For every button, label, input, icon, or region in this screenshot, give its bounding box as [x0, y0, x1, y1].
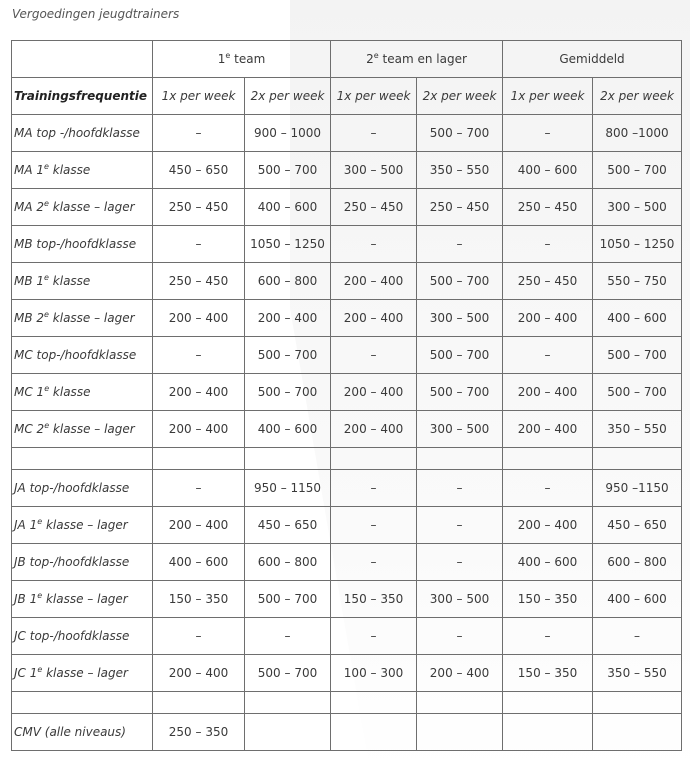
value-cell: 200 – 400	[503, 300, 593, 337]
empty-cell	[12, 692, 153, 714]
empty-cell	[12, 448, 153, 470]
value-cell: 150 – 350	[503, 655, 593, 692]
value-cell: 250 – 450	[503, 189, 593, 226]
value-cell: 300 – 500	[417, 411, 503, 448]
freq-header: 2x per week	[417, 78, 503, 115]
value-cell: –	[417, 226, 503, 263]
table-row	[12, 411, 682, 448]
value-cell: 150 – 350	[153, 581, 245, 618]
empty-cell	[331, 692, 417, 714]
value-cell: 900 – 1000	[245, 115, 331, 152]
group-header-second-team: 2e team en lager	[331, 41, 503, 78]
value-cell: 800 –1000	[593, 115, 682, 152]
value-cell: –	[331, 115, 417, 152]
value-cell: 550 – 750	[593, 263, 682, 300]
value-cell: 250 – 450	[153, 263, 245, 300]
value-cell	[593, 714, 682, 751]
value-cell: 350 – 550	[417, 152, 503, 189]
value-cell: 600 – 800	[245, 544, 331, 581]
value-cell: 200 – 400	[153, 655, 245, 692]
value-cell: 950 –1150	[593, 470, 682, 507]
value-cell: –	[503, 115, 593, 152]
value-cell: 400 – 600	[245, 411, 331, 448]
value-cell: 200 – 400	[153, 374, 245, 411]
value-cell: –	[593, 618, 682, 655]
value-cell	[331, 714, 417, 751]
value-cell: 400 – 600	[503, 544, 593, 581]
empty-cell	[417, 448, 503, 470]
value-cell: –	[417, 544, 503, 581]
value-cell: –	[153, 618, 245, 655]
table-caption: Vergoedingen jeugdtrainers	[12, 7, 180, 21]
row-label: JB top-/hoofdklasse	[12, 544, 153, 581]
value-cell: 350 – 550	[593, 655, 682, 692]
frequency-label: Trainingsfrequentie	[12, 78, 153, 115]
value-cell: 250 – 450	[331, 189, 417, 226]
freq-header: 1x per week	[153, 78, 245, 115]
table-row	[12, 337, 682, 374]
value-cell: 300 – 500	[417, 581, 503, 618]
value-cell: 200 – 400	[245, 300, 331, 337]
value-cell: –	[417, 470, 503, 507]
row-label: MA 2e klasse – lager	[12, 189, 153, 226]
value-cell: 500 – 700	[245, 152, 331, 189]
empty-cell	[593, 448, 682, 470]
empty-cell	[331, 448, 417, 470]
empty-cell	[245, 692, 331, 714]
row-label: JB 1e klasse – lager	[12, 581, 153, 618]
value-cell: 500 – 700	[417, 115, 503, 152]
value-cell: 200 – 400	[153, 411, 245, 448]
row-label: JA 1e klasse – lager	[12, 507, 153, 544]
value-cell	[417, 714, 503, 751]
table-row	[12, 618, 682, 655]
value-cell: 500 – 700	[245, 655, 331, 692]
value-cell: 400 – 600	[153, 544, 245, 581]
table-row	[12, 655, 682, 692]
spacer-row	[12, 692, 682, 714]
spacer-row	[12, 448, 682, 470]
value-cell: 300 – 500	[417, 300, 503, 337]
value-cell: 500 – 700	[417, 374, 503, 411]
value-cell: 150 – 350	[503, 581, 593, 618]
value-cell: –	[153, 115, 245, 152]
value-cell: 1050 – 1250	[593, 226, 682, 263]
value-cell: –	[331, 337, 417, 374]
row-label: JC 1e klasse – lager	[12, 655, 153, 692]
table-row	[12, 470, 682, 507]
row-label: JA top-/hoofdklasse	[12, 470, 153, 507]
value-cell: 350 – 550	[593, 411, 682, 448]
value-cell: –	[245, 618, 331, 655]
value-cell: –	[331, 226, 417, 263]
value-cell: 200 – 400	[153, 300, 245, 337]
table-row	[12, 263, 682, 300]
value-cell: 150 – 350	[331, 581, 417, 618]
freq-header: 2x per week	[245, 78, 331, 115]
value-cell: 200 – 400	[503, 411, 593, 448]
table-row	[12, 189, 682, 226]
value-cell: –	[503, 618, 593, 655]
value-cell: –	[417, 618, 503, 655]
value-cell: –	[153, 226, 245, 263]
value-cell: 500 – 700	[245, 581, 331, 618]
value-cell: 200 – 400	[417, 655, 503, 692]
freq-header: 1x per week	[331, 78, 417, 115]
value-cell: 400 – 600	[503, 152, 593, 189]
table-row	[12, 300, 682, 337]
freq-header: 2x per week	[593, 78, 682, 115]
value-cell: 200 – 400	[503, 374, 593, 411]
group-header-first-team: 1e team	[153, 41, 331, 78]
value-cell: 200 – 400	[331, 374, 417, 411]
value-cell: –	[417, 507, 503, 544]
value-cell: 200 – 400	[153, 507, 245, 544]
corner-cell	[12, 41, 153, 78]
value-cell: –	[503, 470, 593, 507]
value-cell: 200 – 400	[503, 507, 593, 544]
table-row	[12, 152, 682, 189]
empty-cell	[245, 448, 331, 470]
row-label: MB 1e klasse	[12, 263, 153, 300]
value-cell: 300 – 500	[593, 189, 682, 226]
empty-cell	[503, 692, 593, 714]
row-label: MC top-/hoofdklasse	[12, 337, 153, 374]
compensation-table	[11, 40, 682, 751]
empty-cell	[593, 692, 682, 714]
table-row	[12, 714, 682, 751]
value-cell: 500 – 700	[417, 337, 503, 374]
value-cell: –	[331, 470, 417, 507]
value-cell: 250 – 450	[417, 189, 503, 226]
row-label: MC 2e klasse – lager	[12, 411, 153, 448]
group-header-row	[12, 41, 682, 78]
value-cell: 600 – 800	[245, 263, 331, 300]
value-cell: 200 – 400	[331, 411, 417, 448]
value-cell: 450 – 650	[593, 507, 682, 544]
value-cell: 1050 – 1250	[245, 226, 331, 263]
value-cell: –	[153, 337, 245, 374]
table-row	[12, 374, 682, 411]
value-cell: 500 – 700	[593, 374, 682, 411]
value-cell: 400 – 600	[593, 581, 682, 618]
value-cell: 450 – 650	[153, 152, 245, 189]
empty-cell	[417, 692, 503, 714]
group-header-average: Gemiddeld	[503, 41, 682, 78]
value-cell: 500 – 700	[593, 337, 682, 374]
value-cell: –	[331, 618, 417, 655]
table-row	[12, 507, 682, 544]
value-cell: 250 – 350	[153, 714, 245, 751]
value-cell: 950 – 1150	[245, 470, 331, 507]
value-cell: 300 – 500	[331, 152, 417, 189]
value-cell: 500 – 700	[593, 152, 682, 189]
row-label: MA top -/hoofdklasse	[12, 115, 153, 152]
table-row	[12, 226, 682, 263]
value-cell: 400 – 600	[245, 189, 331, 226]
value-cell: 600 – 800	[593, 544, 682, 581]
table-row	[12, 581, 682, 618]
row-label: JC top-/hoofdklasse	[12, 618, 153, 655]
value-cell: –	[153, 470, 245, 507]
row-label: MC 1e klasse	[12, 374, 153, 411]
row-label: MB 2e klasse – lager	[12, 300, 153, 337]
value-cell: 500 – 700	[245, 374, 331, 411]
row-label: CMV (alle niveaus)	[12, 714, 153, 751]
row-label: MB top-/hoofdklasse	[12, 226, 153, 263]
value-cell: 500 – 700	[245, 337, 331, 374]
row-label: MA 1e klasse	[12, 152, 153, 189]
value-cell: –	[331, 544, 417, 581]
value-cell: 200 – 400	[331, 300, 417, 337]
value-cell: –	[503, 226, 593, 263]
value-cell: 250 – 450	[153, 189, 245, 226]
frequency-header-row	[12, 78, 682, 115]
empty-cell	[153, 448, 245, 470]
value-cell: 450 – 650	[245, 507, 331, 544]
value-cell	[503, 714, 593, 751]
value-cell: 500 – 700	[417, 263, 503, 300]
value-cell: 200 – 400	[331, 263, 417, 300]
value-cell: 400 – 600	[593, 300, 682, 337]
value-cell: –	[503, 337, 593, 374]
value-cell: 250 – 450	[503, 263, 593, 300]
empty-cell	[153, 692, 245, 714]
freq-header: 1x per week	[503, 78, 593, 115]
value-cell: 100 – 300	[331, 655, 417, 692]
empty-cell	[503, 448, 593, 470]
table-row	[12, 544, 682, 581]
table-row	[12, 115, 682, 152]
value-cell: –	[331, 507, 417, 544]
value-cell	[245, 714, 331, 751]
